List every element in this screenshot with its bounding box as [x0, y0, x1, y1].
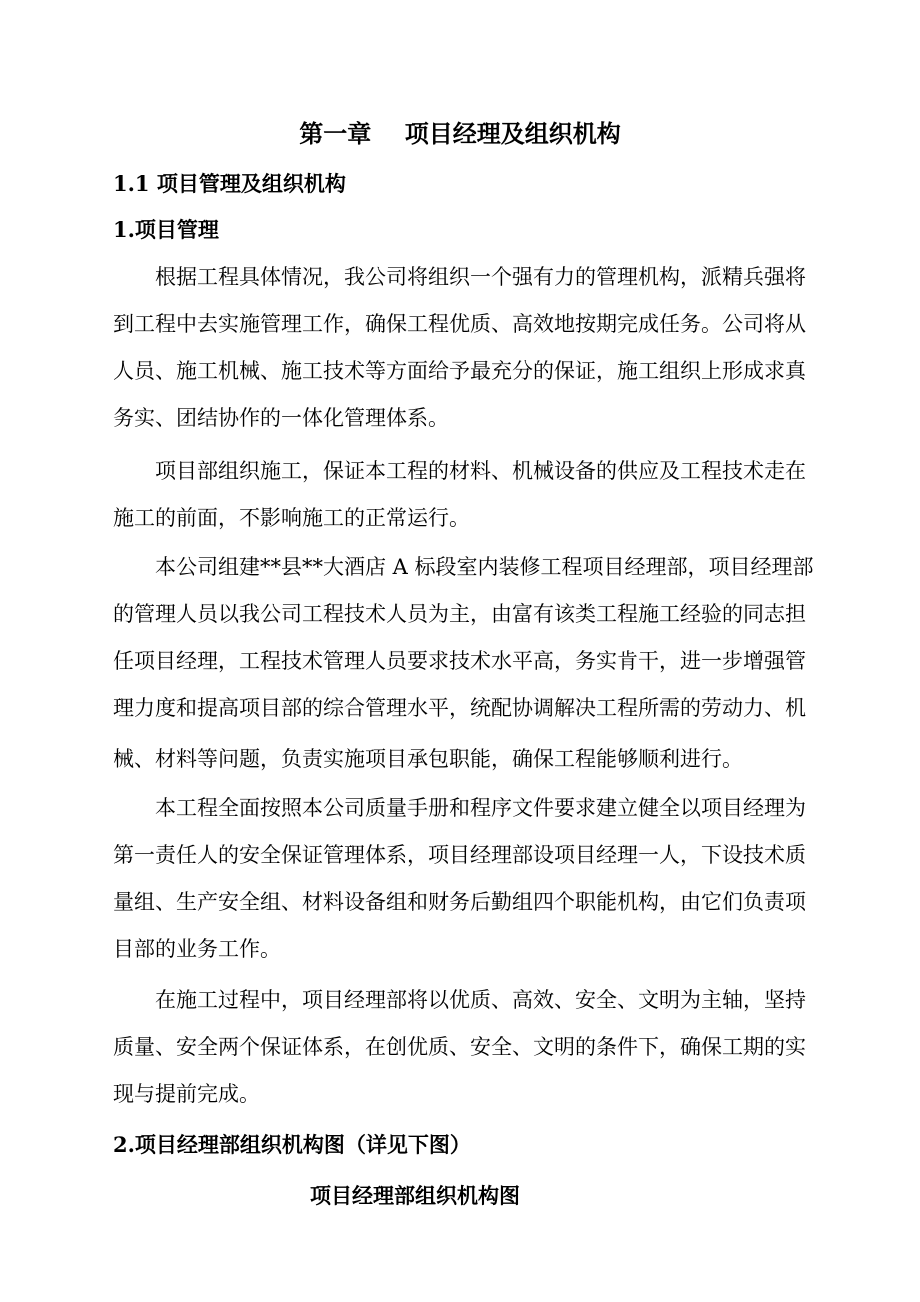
paragraph-3-line-4: 理力度和提高项目部的综合管理水平，统配协调解决工程所需的劳动力、机 — [113, 696, 806, 720]
paragraph-4-line-1: 本工程全面按照本公司质量手册和程序文件要求建立健全以项目经理为 — [155, 796, 806, 820]
subsection-heading-1: 1.项目管理 — [113, 217, 219, 242]
paragraph-3-line-5: 械、材料等问题，负责实施项目承包职能，确保工程能够顺利进行。 — [113, 747, 743, 771]
paragraph-5-line-2: 质量、安全两个保证体系，在创优质、安全、文明的条件下，确保工期的实 — [113, 1035, 806, 1059]
paragraph-5-line-1: 在施工过程中，项目经理部将以优质、高效、安全、文明为主轴，坚持 — [155, 988, 806, 1012]
paragraph-1-line-1: 根据工程具体情况，我公司将组织一个强有力的管理机构，派精兵强将 — [155, 265, 806, 289]
chapter-title: 第一章 项目经理及组织机构 — [299, 119, 621, 148]
paragraph-3-line-3: 任项目经理，工程技术管理人员要求技术水平高，务实肯干，进一步增强管 — [113, 649, 806, 673]
paragraph-2-line-1: 项目部组织施工，保证本工程的材料、机械设备的供应及工程技术走在 — [155, 459, 806, 483]
paragraph-3-line-1: 本公司组建**县**大酒店 A 标段室内装修工程项目经理部，项目经理部 — [155, 555, 814, 579]
figure-title: 项目经理部组织机构图 — [310, 1183, 520, 1208]
paragraph-4-line-4: 目部的业务工作。 — [113, 937, 281, 961]
paragraph-4-line-3: 量组、生产安全组、材料设备组和财务后勤组四个职能机构，由它们负责项 — [113, 890, 806, 914]
paragraph-2-line-2: 施工的前面，不影响施工的正常运行。 — [113, 506, 470, 530]
paragraph-1-line-3: 人员、施工机械、施工技术等方面给予最充分的保证，施工组织上形成求真 — [113, 359, 806, 383]
paragraph-1-line-2: 到工程中去实施管理工作，确保工程优质、高效地按期完成任务。公司将从 — [113, 312, 806, 336]
paragraph-3-line-2: 的管理人员以我公司工程技术人员为主，由富有该类工程施工经验的同志担 — [113, 602, 806, 626]
paragraph-1-line-4: 务实、团结协作的一体化管理体系。 — [113, 406, 449, 430]
section-heading-1-1: 1.1 项目管理及组织机构 — [113, 171, 346, 196]
paragraph-5-line-3: 现与提前完成。 — [113, 1082, 260, 1106]
subsection-heading-2: 2.项目经理部组织机构图（详见下图） — [113, 1132, 471, 1157]
paragraph-4-line-2: 第一责任人的安全保证管理体系，项目经理部设项目经理一人，下设技术质 — [113, 843, 806, 867]
